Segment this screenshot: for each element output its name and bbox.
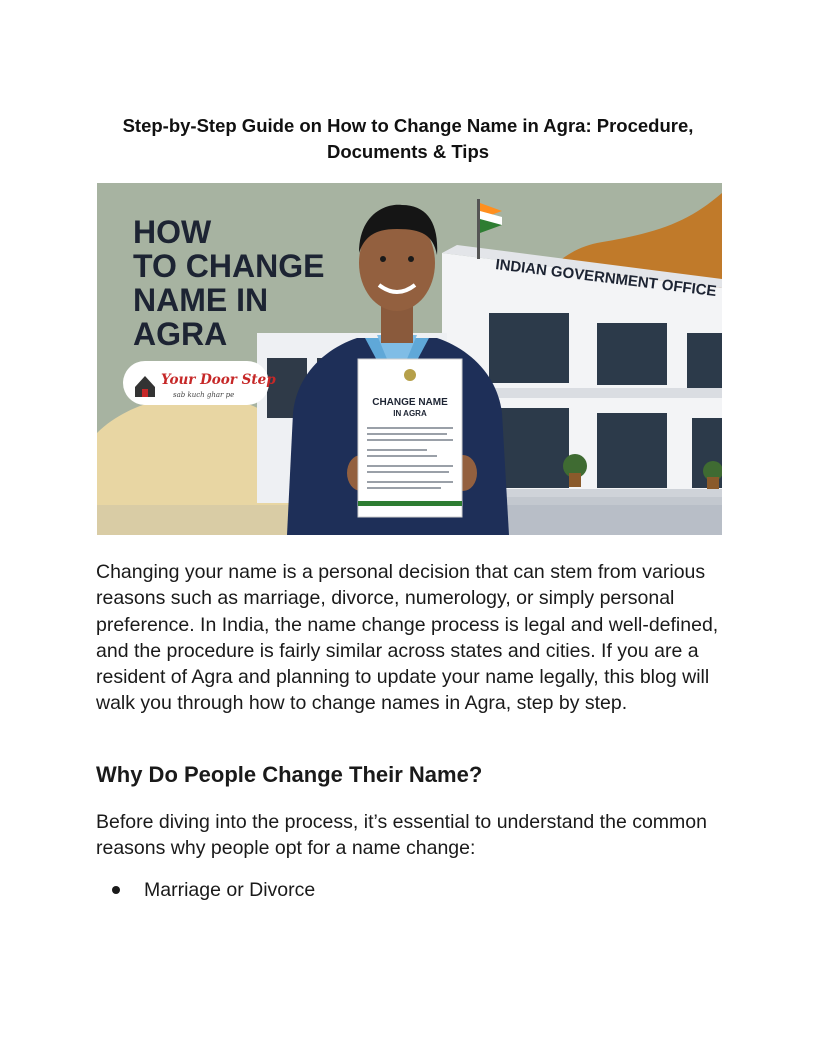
page-title-line-1: Step-by-Step Guide on How to Change Name in Agra: Procedure,	[122, 115, 694, 136]
logo-tagline: sab kuch ghar pe	[173, 391, 235, 399]
certificate-heading: CHANGE NAME	[372, 397, 448, 408]
your-door-step-logo	[123, 361, 276, 405]
banner-headline-line-1: HOW	[133, 214, 212, 250]
page-title-line-2: Documents & Tips	[326, 141, 490, 162]
banner-image	[97, 183, 722, 535]
reasons-list	[144, 877, 315, 903]
section-heading: Why Do People Change Their Name?	[96, 762, 483, 787]
logo-name: Your Door Step	[161, 372, 276, 388]
section-lead-paragraph: Before diving into the process, it’s essential to understand the common reasons why people opt for a name change:	[96, 811, 707, 860]
building-sign: INDIAN GOVERNMENT OFFICE	[494, 256, 718, 301]
banner-headline-line-3: NAME IN	[133, 282, 269, 318]
certificate-subheading: IN AGRA	[393, 409, 427, 418]
list-item: Marriage or Divorce	[144, 879, 316, 901]
name-change-certificate	[358, 359, 462, 517]
banner-headline-line-2: TO CHANGE	[133, 248, 325, 284]
banner-headline-line-4: AGRA	[133, 316, 228, 352]
intro-paragraph: Changing your name is a personal decision that can stem from various reasons such as marriage, divorce, numerology, or simply personal preference. In India, the name change process is legal and well-defined, and the procedure is fairly similar across states and cities. If you are a resident of Agra and planning to update your name legally, this blog will walk you through how to change names in Agra, step by step.	[96, 561, 719, 715]
page-title	[60, 113, 756, 165]
